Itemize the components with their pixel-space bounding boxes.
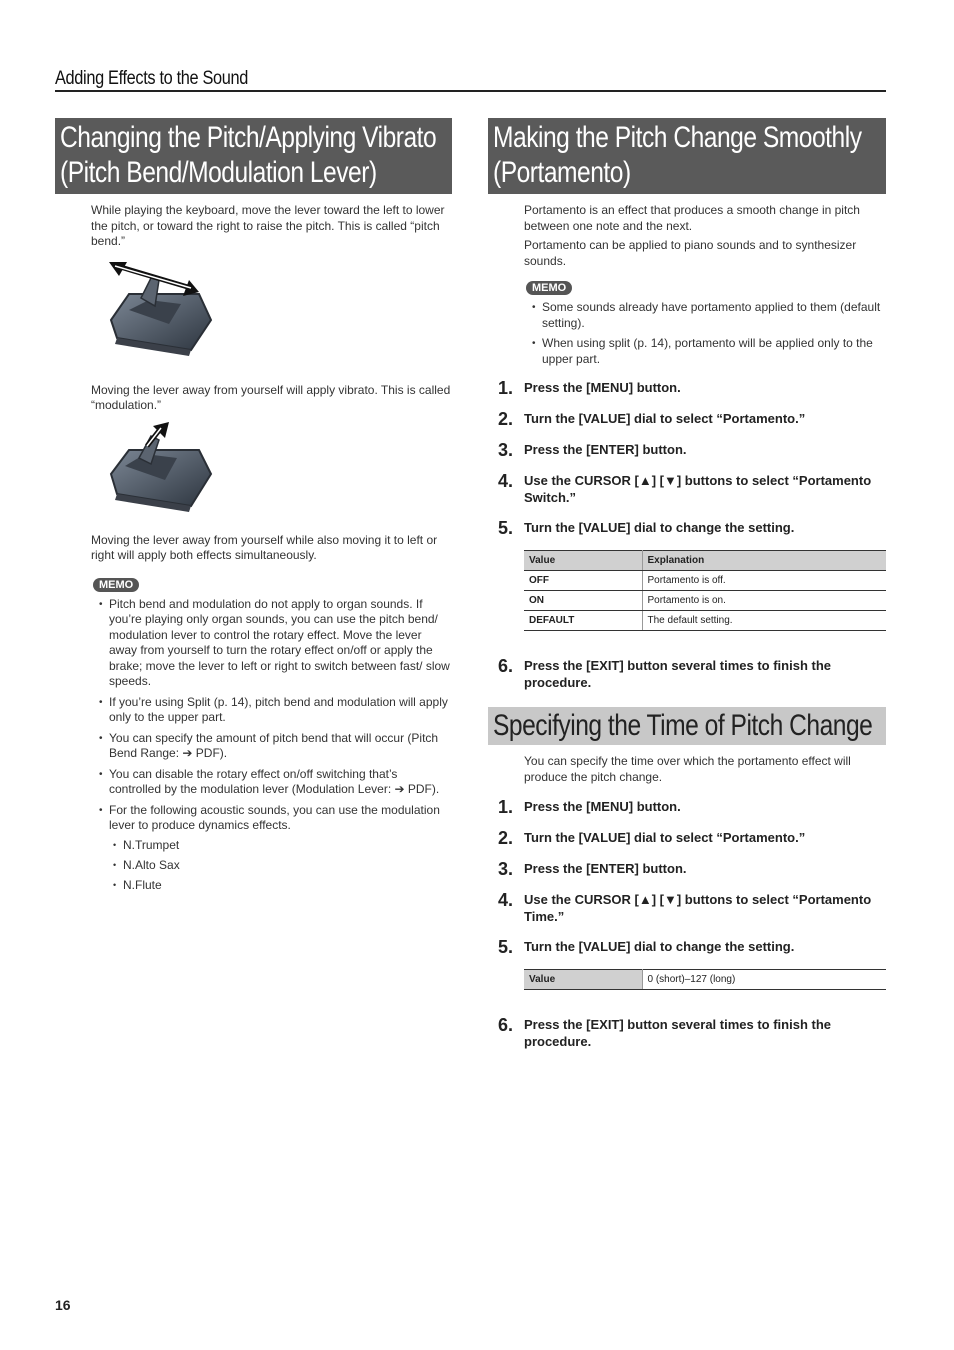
table-row: OFF Portamento is off. (524, 571, 886, 591)
lever-forward-icon (99, 422, 219, 522)
table-row: DEFAULT The default setting. (524, 611, 886, 631)
memo-list (532, 300, 886, 367)
subsection-title-time: Specifying the Time of Pitch Change (488, 707, 886, 745)
left-body (91, 203, 452, 893)
memo-badge: MEMO (93, 578, 139, 592)
portamento-time-table (524, 969, 886, 990)
memo-list (99, 597, 452, 834)
time-body (524, 754, 886, 785)
page-number: 16 (55, 1297, 71, 1313)
section-title-pitch-bend (55, 118, 452, 194)
acoustic-sound-item: • N.Flute (113, 878, 452, 894)
step-6: 6. Press the [EXIT] button several times to finish the procedure. (498, 656, 832, 690)
portamento-paragraph-2: Portamento can be applied to piano sounds and to synthesizer sounds. (524, 238, 857, 268)
lever-left-right-icon (99, 258, 219, 368)
portamento-steps (488, 379, 886, 537)
portamento-switch-table (524, 550, 886, 631)
left-column (55, 118, 452, 898)
step-4: 4. Use the CURSOR [▲] [▼] buttons to select “Portamento Switch.” (498, 471, 872, 505)
time-steps (488, 798, 886, 956)
table-header: Explanation (642, 551, 886, 571)
step-6: 6. Press the [EXIT] button several times to finish the procedure. (498, 1015, 832, 1049)
step-5: 5. Turn the [VALUE] dial to change the setting. (498, 518, 795, 538)
right-column (488, 118, 886, 1063)
modulation-paragraph: Moving the lever away from yourself will apply vibrato. This is called “modulation.” (91, 382, 451, 412)
step-1: 1. Press the [MENU] button. (498, 797, 681, 817)
memo-item: • For the following acoustic sounds, you can use the modulation lever to produce dynamics effects. (99, 803, 452, 834)
modulation-lever-illustration (99, 422, 452, 527)
pitch-bend-paragraph: While playing the keyboard, move the lever toward the left to lower the pitch, or toward the right to raise the pitch. This is called “pitch bend.” (91, 203, 445, 248)
section-title-line-2: (Pitch Bend/Modulation Lever) (60, 156, 377, 189)
section-title-line-1: Changing the Pitch/Applying Vibrato (60, 121, 437, 154)
table-row: ON Portamento is on. (524, 591, 886, 611)
memo-badge: MEMO (526, 281, 572, 295)
both-effects-paragraph: Moving the lever away from yourself while also moving it to left or right will apply both effects simultaneously. (91, 532, 438, 562)
table-row: Value 0 (short)–127 (long) (524, 970, 886, 990)
portamento-paragraph-1: Portamento is an effect that produces a smooth change in pitch between one note and the next. (524, 203, 860, 233)
time-paragraph: You can specify the time over which the portamento effect will produce the pitch change. (524, 754, 851, 784)
step-3: 3. Press the [ENTER] button. (498, 440, 687, 460)
table-header: Value (524, 551, 642, 571)
memo-item: • You can specify the amount of pitch bend that will occur (Pitch Bend Range: ➔ PDF). (99, 731, 452, 762)
step-5: 5. Turn the [VALUE] dial to change the setting. (498, 937, 795, 957)
step-2: 2. Turn the [VALUE] dial to select “Portamento.” (498, 828, 806, 848)
section-title-portamento (488, 118, 886, 194)
memo-item: • Some sounds already have portamento applied to them (default setting). (532, 300, 886, 331)
step-1: 1. Press the [MENU] button. (498, 378, 681, 398)
memo-item: • If you’re using Split (p. 14), pitch bend and modulation will apply only to the upper part. (99, 695, 452, 726)
table-header-row (524, 551, 886, 571)
step-4: 4. Use the CURSOR [▲] [▼] buttons to select “Portamento Time.” (498, 890, 872, 924)
memo-item: • You can disable the rotary effect on/off switching that’s controlled by the modulation lever (Modulation Lever: ➔ PDF). (99, 767, 452, 798)
pitch-bend-lever-illustration (99, 258, 452, 373)
right-body (524, 203, 886, 367)
running-header: Adding Effects to the Sound (55, 68, 249, 89)
acoustic-sound-item: • N.Trumpet (113, 838, 452, 854)
acoustic-sound-item: • N.Alto Sax (113, 858, 452, 874)
acoustic-sound-list (113, 838, 452, 894)
header-rule (55, 90, 886, 92)
section-title-line-2: (Portamento) (493, 156, 631, 189)
step-2: 2. Turn the [VALUE] dial to select “Portamento.” (498, 409, 806, 429)
memo-item: • Pitch bend and modulation do not apply to organ sounds. If you’re playing only organ sounds, you can use the pitch bend/ modulation lever to control the rotary effect. Move the lever away from yourself to turn the rotary effect on/off or apply the brake; move the lever to left or right to switch between fast/ slow speeds. (99, 597, 452, 690)
memo-item: • When using split (p. 14), portamento will be applied only to the upper part. (532, 336, 886, 367)
section-title-line-1: Making the Pitch Change Smoothly (493, 121, 862, 154)
step-3: 3. Press the [ENTER] button. (498, 859, 687, 879)
